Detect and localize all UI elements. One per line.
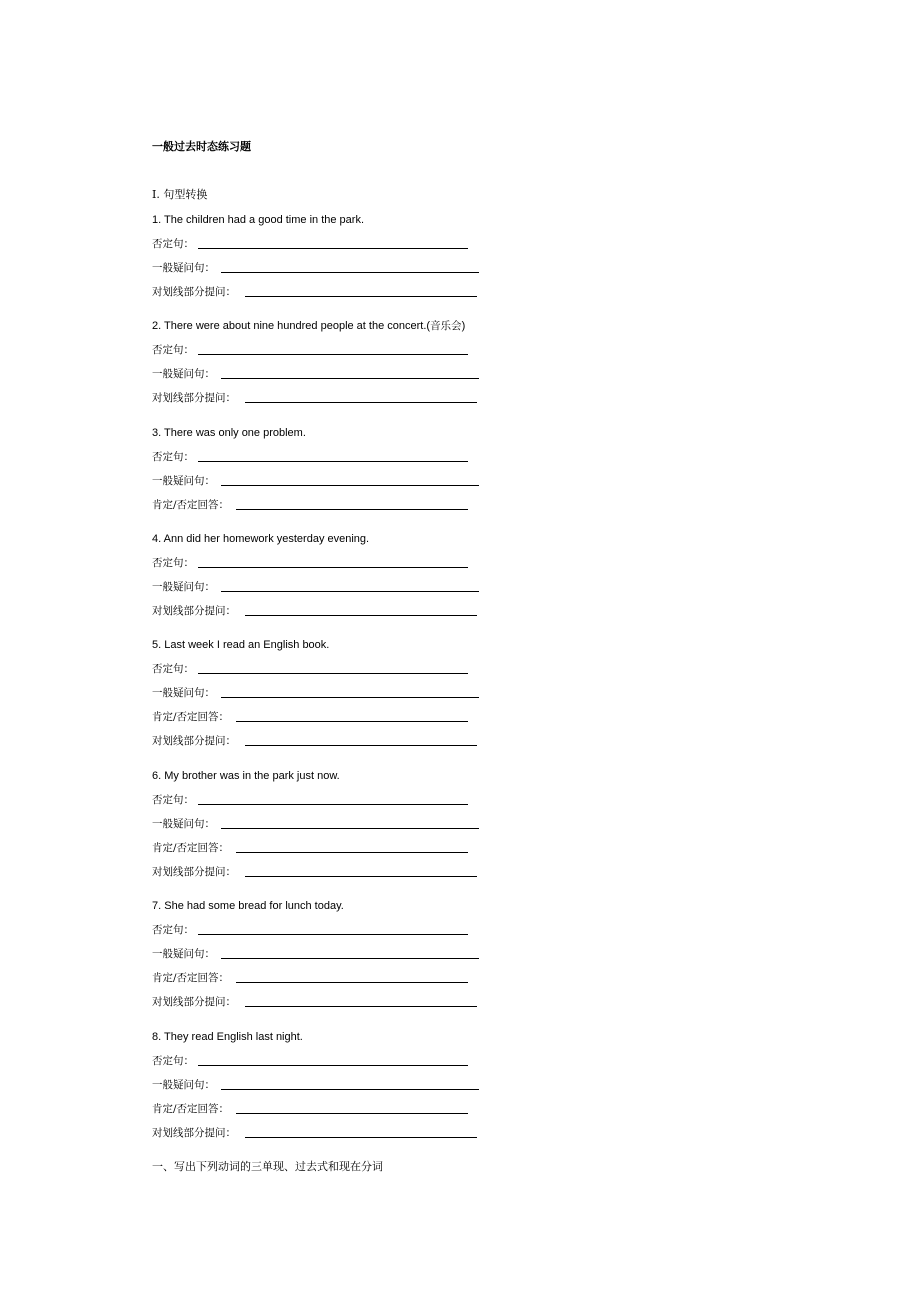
answer-blank[interactable] (198, 804, 468, 805)
question-number: 8. (152, 1031, 162, 1043)
answer-label: 否定句： (152, 1055, 194, 1067)
answer-label: 肯定/否定回答： (152, 711, 230, 723)
answer-label: 对划线部分提问： (152, 605, 236, 617)
answer-blank[interactable] (221, 697, 479, 698)
answer-blank[interactable] (198, 248, 468, 249)
answer-blank[interactable] (198, 461, 468, 462)
answer-label: 对划线部分提问： (152, 735, 236, 747)
answer-label: 一般疑问句： (152, 262, 215, 274)
answer-label: 肯定/否定回答： (152, 499, 230, 511)
answer-label: 一般疑问句： (152, 581, 215, 593)
question-text: She had some bread for lunch today. (164, 900, 344, 912)
answer-blank[interactable] (198, 934, 468, 935)
answer-blank[interactable] (245, 296, 477, 297)
question-number: 2. (152, 320, 162, 332)
question-7 (152, 898, 344, 914)
answer-blank[interactable] (245, 402, 477, 403)
answer-label: 对划线部分提问： (152, 392, 236, 404)
answer-blank[interactable] (198, 354, 468, 355)
answer-blank[interactable] (221, 591, 479, 592)
answer-blank[interactable] (245, 1006, 477, 1007)
question-5 (152, 637, 329, 653)
question-8 (152, 1029, 303, 1045)
answer-label: 一般疑问句： (152, 368, 215, 380)
question-text: They read English last night. (164, 1031, 303, 1043)
question-number: 7. (152, 900, 162, 912)
question-number: 1. (152, 214, 162, 226)
answer-label: 对划线部分提问： (152, 866, 236, 878)
answer-label: 肯定/否定回答： (152, 842, 230, 854)
answer-blank[interactable] (236, 509, 468, 510)
answer-label: 一般疑问句： (152, 818, 215, 830)
answer-blank[interactable] (198, 673, 468, 674)
answer-label: 一般疑问句： (152, 948, 215, 960)
section-heading-sentence-transformation: I. 句型转换 (152, 188, 208, 201)
answer-blank[interactable] (198, 1065, 468, 1066)
question-6 (152, 768, 340, 784)
answer-label: 一般疑问句： (152, 475, 215, 487)
question-note-close: ) (461, 320, 466, 332)
answer-blank[interactable] (221, 1089, 479, 1090)
question-text: There were about nine hundred people at the concert.( (164, 320, 431, 332)
answer-blank[interactable] (245, 745, 477, 746)
answer-label: 对划线部分提问： (152, 1127, 236, 1139)
answer-blank[interactable] (236, 982, 468, 983)
answer-blank[interactable] (221, 485, 479, 486)
answer-label: 肯定/否定回答： (152, 972, 230, 984)
answer-label: 对划线部分提问： (152, 286, 236, 298)
question-text: The children had a good time in the park. (164, 214, 365, 226)
answer-label: 否定句： (152, 344, 194, 356)
answer-label: 否定句： (152, 451, 194, 463)
question-number: 5. (152, 639, 162, 651)
answer-label: 对划线部分提问： (152, 996, 236, 1008)
question-4 (152, 531, 369, 547)
question-2 (152, 318, 465, 334)
answer-label: 一般疑问句： (152, 687, 215, 699)
question-text: My brother was in the park just now. (164, 770, 340, 782)
answer-blank[interactable] (198, 567, 468, 568)
question-number: 3. (152, 427, 162, 439)
answer-blank[interactable] (221, 272, 479, 273)
answer-blank[interactable] (236, 1113, 468, 1114)
question-note: 音乐会 (430, 320, 462, 332)
answer-label: 否定句： (152, 238, 194, 250)
answer-label: 肯定/否定回答： (152, 1103, 230, 1115)
answer-blank[interactable] (245, 1137, 477, 1138)
answer-label: 否定句： (152, 924, 194, 936)
question-number: 6. (152, 770, 162, 782)
question-number: 4. (152, 533, 162, 545)
section-heading-verb-forms: 一、写出下列动词的三单现、过去式和现在分词 (152, 1160, 383, 1173)
answer-label: 否定句： (152, 663, 194, 675)
page-title: 一般过去时态练习题 (152, 140, 251, 153)
answer-label: 否定句： (152, 557, 194, 569)
question-3 (152, 425, 306, 441)
answer-blank[interactable] (236, 721, 468, 722)
question-text: There was only one problem. (164, 427, 306, 439)
answer-blank[interactable] (245, 876, 477, 877)
answer-blank[interactable] (221, 828, 479, 829)
question-text: Ann did her homework yesterday evening. (163, 533, 370, 545)
answer-label: 否定句： (152, 794, 194, 806)
answer-blank[interactable] (236, 852, 468, 853)
answer-blank[interactable] (221, 958, 479, 959)
answer-label: 一般疑问句： (152, 1079, 215, 1091)
question-text: Last week I read an English book. (164, 639, 330, 651)
question-1 (152, 212, 364, 228)
answer-blank[interactable] (221, 378, 479, 379)
answer-blank[interactable] (245, 615, 477, 616)
